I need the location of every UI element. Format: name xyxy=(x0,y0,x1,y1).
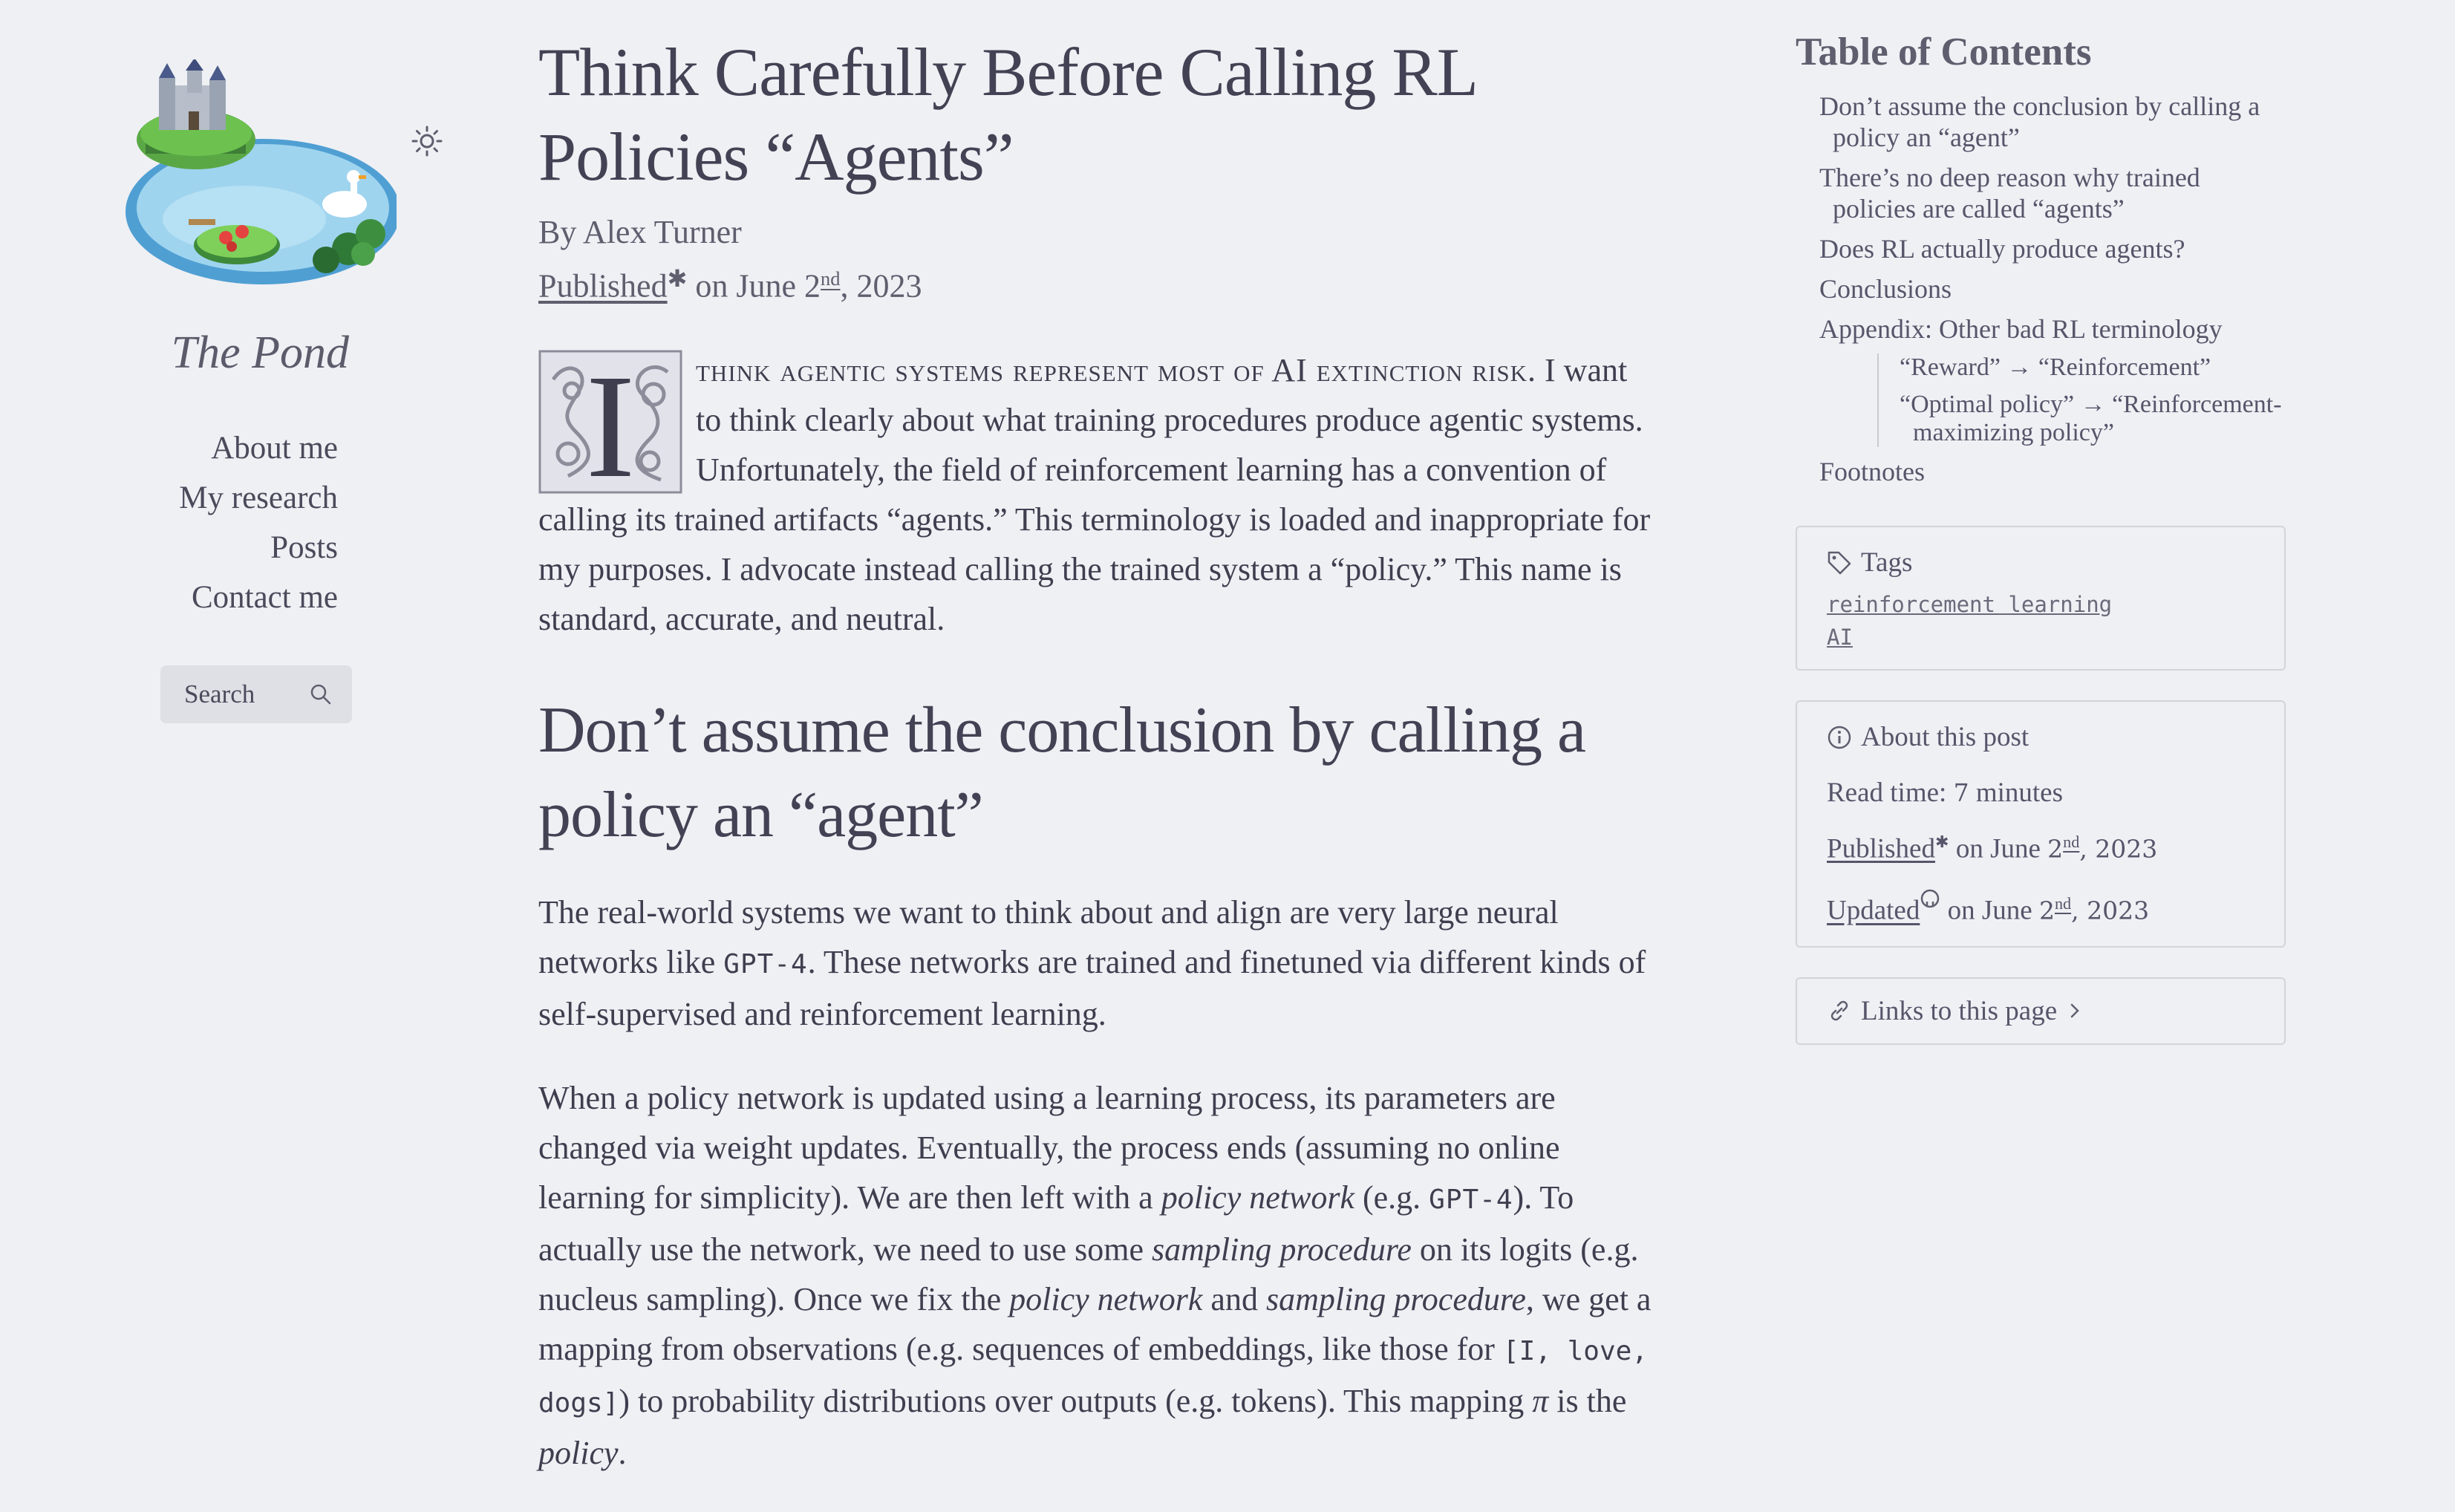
tags-box xyxy=(1796,526,2286,671)
p2-policy-network: policy network xyxy=(1161,1179,1354,1216)
asterisk-icon: ✱ xyxy=(1934,832,1949,851)
p1-text-a: The real-world systems we want to think about and align are very large neural networks like xyxy=(538,893,1559,980)
site-nav xyxy=(111,423,338,622)
toc-item-footnotes[interactable]: Footnotes xyxy=(1819,457,1926,486)
p2-code: [I, love, dogs] xyxy=(538,1335,1648,1418)
nav-contact-me[interactable]: Contact me xyxy=(191,580,338,615)
p2-sampling-procedure: sampling procedure xyxy=(1151,1231,1412,1268)
pond-logo-icon[interactable] xyxy=(114,59,397,297)
dropcap-ornament-icon xyxy=(538,350,682,494)
p2-text-i: . xyxy=(618,1434,627,1471)
links-title: Links to this page xyxy=(1861,995,2058,1026)
about-updated-on: on June xyxy=(1940,895,2039,926)
theme-toggle-button[interactable] xyxy=(408,123,446,160)
published-year: , 2023 xyxy=(840,267,922,304)
links-to-page-button[interactable] xyxy=(1796,977,2286,1045)
lead-smallcaps: think agentic systems represent most of AI extinction risk. xyxy=(696,351,1537,388)
p2-text-d: on its logits (e.g. nucleus sampling). Once we fix the xyxy=(538,1231,1639,1317)
toc-item-conclusions[interactable]: Conclusions xyxy=(1819,274,1952,304)
about-published xyxy=(1827,832,2255,864)
read-time-value: 7 xyxy=(1953,778,1969,807)
about-published-day: 2 xyxy=(2047,834,2064,864)
about-updated-sup: nd xyxy=(2054,894,2072,913)
nav-about-me[interactable]: About me xyxy=(211,431,338,466)
published-on-text: on June 2 xyxy=(687,267,821,304)
page-title: Think Carefully Before Calling RL Policies “Agents” xyxy=(538,34,1476,195)
tag-icon xyxy=(1827,550,1852,576)
p1-text-b: . These networks are trained and finetuned via different kinds of self-supervised and reinforcement learning. xyxy=(538,943,1646,1032)
paragraph-2 xyxy=(538,1073,1652,1478)
toc-item-appendix[interactable]: Appendix: Other bad RL terminology xyxy=(1819,314,2223,344)
p2-policy-network-2: policy network xyxy=(1009,1280,1203,1317)
paragraph-1 xyxy=(538,887,1652,1039)
read-time xyxy=(1827,777,2255,809)
p2-text-b: (e.g. xyxy=(1354,1179,1429,1216)
link-icon xyxy=(1827,998,1852,1023)
p2-text-g: ) to probability distributions over outputs (e.g. tokens). This mapping xyxy=(619,1382,1533,1419)
nav-posts[interactable]: Posts xyxy=(270,530,338,565)
p2-text-a: When a policy network is updated using a learning process, its parameters are changed via weight updates. Eventually, the process ends (assuming no online learning for simplicity). We are then left with a xyxy=(538,1079,1560,1216)
about-post-box xyxy=(1796,700,2286,948)
p2-text-f: , we get a mapping from observations (e.g. sequences of embeddings, like those for xyxy=(538,1280,1652,1367)
asterisk-icon: ✱ xyxy=(667,265,688,292)
p2-pi: π xyxy=(1532,1382,1549,1419)
about-updated xyxy=(1827,888,2255,926)
published-link[interactable]: Published xyxy=(538,267,668,304)
published-date xyxy=(538,255,1652,310)
sun-icon xyxy=(411,126,443,157)
about-updated-link[interactable]: Updated xyxy=(1827,895,1920,926)
tags-title: Tags xyxy=(1861,547,1913,578)
article xyxy=(538,30,1652,1512)
p2-text-e: and xyxy=(1202,1280,1266,1317)
about-header xyxy=(1827,721,2255,753)
tags-header xyxy=(1827,547,2255,579)
read-time-label: Read time: xyxy=(1827,778,1954,808)
github-icon xyxy=(1920,894,1940,913)
info-icon xyxy=(1827,725,1852,750)
lead-paragraph xyxy=(538,345,1652,644)
about-published-year: , 2023 xyxy=(2079,834,2158,864)
about-published-link[interactable]: Published xyxy=(1827,833,1935,864)
read-time-unit: minutes xyxy=(1969,778,2063,808)
tag-reinforcement-learning[interactable]: reinforcement learning xyxy=(1827,592,2113,617)
p2-policy: policy xyxy=(538,1434,619,1471)
about-title: About this post xyxy=(1861,722,2029,752)
toc-item-no-deep-reason[interactable]: There’s no deep reason why trained policies are called “agents” xyxy=(1819,163,2200,224)
published-sup: nd xyxy=(821,267,841,290)
about-published-on: on June xyxy=(1949,833,2048,864)
toc-title: Table of Contents xyxy=(1796,30,2092,74)
p2-sampling-procedure-2: sampling procedure xyxy=(1265,1280,1526,1317)
toc-item-does-rl[interactable]: Does RL actually produce agents? xyxy=(1819,234,2185,264)
search-label: Search xyxy=(184,680,255,708)
search-button[interactable] xyxy=(160,665,352,723)
lead-rest: I want to think clearly about what training procedures produce agentic systems. Unfortunately, the field of reinforcement learning has a convention of calling its trained artifacts “agents.” This terminology is loaded and inappropriate for my purposes. I advocate instead calling the trained system a “policy.” This name is standard, accurate, and neutral. xyxy=(538,351,1651,637)
about-updated-day: 2 xyxy=(2038,896,2055,925)
toc-subitem-reward[interactable]: “Reward” → “Reinforcement” xyxy=(1900,353,2211,381)
p2-text-h: is the xyxy=(1548,1382,1627,1419)
nav-my-research[interactable]: My research xyxy=(179,480,338,515)
table-of-contents xyxy=(1796,91,2286,487)
p2-text-c: ). To actually use the network, we need to use some xyxy=(538,1179,1574,1268)
p1-gpt4: GPT-4 xyxy=(723,948,808,980)
toc-item-dont-assume[interactable]: Don’t assume the conclusion by calling a policy an “agent” xyxy=(1819,91,2260,152)
dropcap-letter: I xyxy=(585,349,636,494)
toc-subitems xyxy=(1877,353,2286,447)
right-sidebar xyxy=(1796,30,2286,1045)
about-updated-year: , 2023 xyxy=(2071,896,2150,925)
byline: By Alex Turner xyxy=(538,214,742,250)
tag-ai[interactable]: AI xyxy=(1827,625,1853,650)
links-header xyxy=(1827,995,2255,1027)
toc-subitem-optimal-policy[interactable]: “Optimal policy” → “Reinforcement-maximizing policy” xyxy=(1900,391,2282,446)
about-published-sup: nd xyxy=(2063,832,2080,851)
section-heading: Don’t assume the conclusion by calling a policy an “agent” xyxy=(538,694,1586,851)
p2-gpt4: GPT-4 xyxy=(1429,1184,1513,1215)
chevron-right-icon xyxy=(2066,1002,2084,1020)
site-title[interactable]: The Pond xyxy=(171,328,349,378)
search-icon xyxy=(309,682,333,706)
